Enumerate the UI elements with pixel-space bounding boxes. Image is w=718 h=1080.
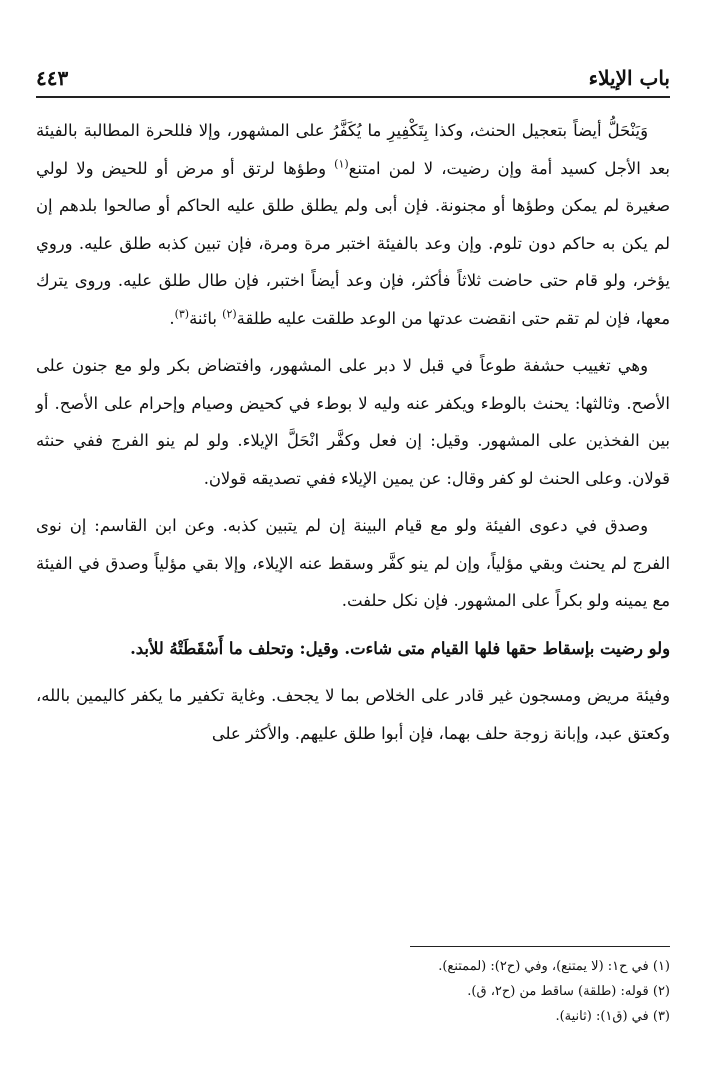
paragraph-1-text-b: وطؤها لرتق أو مرض أو للحيض ولا لولي صغيرة لم يمكن وطؤها أو مجنونة. فإن أبى ولم يطلق طلق عليه الحاكم أو صالحوا بلدهم إن لم يكن به حاكم دون تلوم. وإن وعد بالفيئة اختبر مرة ومرة، فإن تبين كذبه طلق عليه. وروي يؤخر، ولو قام حتى حاضت ثلاثاً فأكثر، فإن وعد أيضاً اختبر، فإن طال طلق عليه. وروى يترك معها، فإن لم تقم حتى انقضت عدتها من الوعد طلقت عليه طلقة <box>36 158 670 328</box>
paragraph-1 <box>36 112 670 337</box>
paragraph-5: وفيئة مريض ومسجون غير قادر على الخلاص بما لا يجحف. وغاية تكفير ما يكفر كاليمين بالله، وكعتق عبد، وإبانة زوجة حلف بهما، فإن أبوا طلق عليهم. والأكثر على <box>36 686 670 743</box>
main-text <box>36 112 670 762</box>
paragraph-4: ولو رضيت بإسقاط حقها فلها القيام متى شاءت. وقيل: وتحلف ما أَسْقَطَتْهُ للأبد. <box>130 638 670 658</box>
running-header <box>36 58 670 94</box>
header-rule <box>36 96 670 98</box>
footnote-3: (٣) في (ق١): (ثانية). <box>555 1009 670 1024</box>
page-number: ٤٤٣ <box>36 66 69 90</box>
chapter-title: باب الإيلاء <box>588 66 670 90</box>
paragraph-2: وهي تغييب حشفة طوعاً في قبل لا دبر على المشهور، وافتضاض بكر ولو مع جنون على الأصح. وثالثها: يحنث بالوطء ويكفر عنه وليه لا بوطء في كحيض وصيام وإحرام على الأصح. أو بين الفخذين على المشهور. وقيل: إن فعل وكفَّر انْحَلَّ الإيلاء. ولو لم ينو الفرج ففي حنثه قولان. وعلى الحنث لو كفر وقال: عن يمين الإيلاء ففي تصديقه قولان. <box>36 356 670 488</box>
paragraph-1-text-a: وَيَنْحَلُّ أيضاً بتعجيل الحنث، وكذا بِتَكْفِيرِ ما يُكَفَّرُ على المشهور، وإلا فللحرة المطالبة بالفيئة بعد الأجل كسيد أمة وإن رضيت، لا لمن امتنع <box>36 121 670 178</box>
footnote-2: (٢) قوله: (طلقة) ساقط من (ح٢، ق). <box>467 984 670 999</box>
footnotes <box>36 954 670 1029</box>
footnote-ref-3[interactable]: (٣) <box>174 307 190 321</box>
paragraph-3: وصدق في دعوى الفيئة ولو مع قيام البينة إن لم يتبين كذبه. وعن ابن القاسم: إن نوى الفرج لم يحنث وبقي مؤلياً، وإن لم ينو كفَّر وسقط عنه الإيلاء، وإلا بقي مؤلياً وصدق في الفيئة مع يمينه ولو بكراً على المشهور. فإن نكل حلفت. <box>36 516 670 610</box>
paragraph-1-text-c: بائنة <box>189 308 223 328</box>
footnote-rule <box>410 946 670 947</box>
footnote-1: (١) في ح١: (لا يمتنع)، وفي (ح٢): (لممتنع). <box>438 959 670 974</box>
paragraph-1-text-d: . <box>169 308 175 328</box>
footnote-ref-2[interactable]: (٢) <box>222 307 237 321</box>
footnote-ref-1[interactable]: (١) <box>334 157 349 171</box>
